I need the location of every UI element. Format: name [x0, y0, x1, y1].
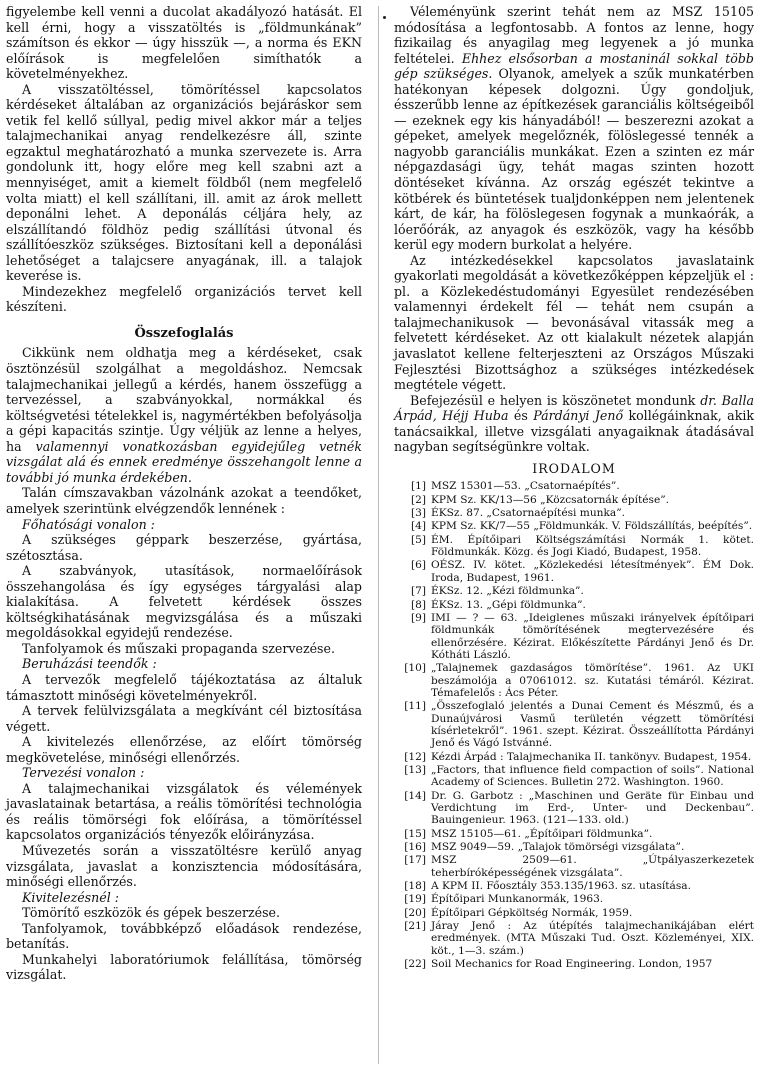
- reference-text: OÉSZ. IV. kötet. „Közlekedési létesítmények”. ÉM Dok. Iroda, Budapest, 1961.: [431, 559, 754, 584]
- reference-item: [394, 599, 754, 611]
- body-paragraph: A visszatöltéssel, tömörítéssel kapcsolatos kérdéseket általában az organizációs bejáráskor sem vetik fel kellő súllyal, pedig mivel akkor már a teljes talajmechanikai anyag rendelkezésre áll, szinte egzaktul meghatározható a munka szervezete is. Arra gondolunk itt, hogy előre meg kell szabni azt a mennyiséget, amit a kiemelt földből (nem megfelelő volta miatt) el kell szállítani, ill. amit az árok mellett deponálni lehet. A deponálás céljára hely, az elszállítandó földhöz pedig szállítási útvonal és szállítóeszköz szükséges. Biztosítani kell a deponálási lehetőséget a talajcsere anyagának, ill. a talajok keverése is.: [6, 81, 362, 284]
- reference-item: [394, 854, 754, 879]
- reference-text: „Factors, that influence field compaction of soils”. National Academy of Sciences. Bulletin 272. Washington. 1960.: [431, 763, 754, 789]
- group-item: A szabványok, utasítások, normaelőírások összehangolása és így egységes tárgyalási alap kialakítása. A felvetett kérdések összes költségkihatásának megvizsgálása és a műszaki megoldásokkal egyidejű rendezése.: [6, 563, 362, 641]
- group-item: Tanfolyamok, továbbképző előadások rendezése, betanítás.: [6, 920, 362, 952]
- reference-number: [9]: [410, 611, 426, 624]
- reference-item: [394, 751, 754, 763]
- reference-number: [8]: [410, 598, 426, 611]
- reference-text: Soil Mechanics for Road Engineering. London, 1957: [431, 958, 713, 971]
- reference-item: [394, 507, 754, 519]
- group-item: A talajmechanikai vizsgálatok és vélemények javaslatainak betartása, a reális tömörítési technológia és reális tömörségi fok előírása, a tömörítéssel kapcsolatos organizációs tényezők előirányzása.: [6, 780, 362, 843]
- left-column: [6, 4, 362, 983]
- reference-number: [6]: [410, 559, 426, 572]
- reference-text: IMI — ? — 63. „Ideiglenes műszaki irányelvek építőipari földmunkák tömörítésének megtervezésére és ellenőrzésére. Kézirat. Előkészítette Párdányi Jenő és Dr. Kótháti László.: [431, 611, 754, 661]
- reference-text: ÉKSz. 12. „Kézi földmunka”.: [431, 585, 584, 598]
- group-heading: Tervezési vonalon :: [22, 765, 145, 781]
- section-title: Összefoglalás: [134, 325, 234, 341]
- reference-item: [394, 480, 754, 492]
- body-paragraph: Talán címszavakban vázolnánk azokat a teendőket, amelyek szerintünk elvégzendők lennének :: [6, 485, 362, 516]
- reference-item: [394, 662, 754, 699]
- reference-item: [394, 612, 754, 661]
- reference-number: [10]: [404, 662, 426, 675]
- group-item: A kivitelezés ellenőrzése, az előírt tömörség megkövetelése, minőségi ellenőrzés.: [6, 734, 362, 765]
- opinion-text-a: Véleményünk szerint tehát nem az MSZ 15105 módosítása a legfontosabb. A fontos az lenne, hogy fizikailag és anyagilag meg legyenek a jó munka feltételei.: [394, 4, 754, 66]
- print-mark: [383, 16, 386, 19]
- reference-item: [394, 494, 754, 506]
- reference-text: Építőipari Munkanormák, 1963.: [431, 893, 604, 906]
- reference-item: [394, 828, 754, 840]
- group-item: A tervezők megfelelő tájékoztatása az általuk támasztott minőségi követelményekről.: [6, 671, 362, 703]
- reference-number: [16]: [404, 841, 426, 854]
- reference-item: [394, 534, 754, 559]
- group-item: A tervek felülvizsgálata a megkívánt cél biztosítása végett.: [6, 703, 362, 734]
- reference-text: Kézdi Árpád : Talajmechanika II. tankönyv. Budapest, 1954.: [431, 750, 752, 763]
- references-title: IRODALOM: [532, 460, 616, 476]
- body-paragraph: figyelembe kell venni a ducolat akadályozó hatását. El kell érni, hogy a visszatöltés is „földmunkának” számítson és ekkor — úgy hisszük —, a norma és EKN előírások is megfelelően simíthatók a követelményekhez.: [6, 4, 362, 82]
- reference-number: [13]: [404, 763, 426, 776]
- group-item: Művezetés során a visszatöltésre kerülő anyag vizsgálata, javaslat a konzisztencia módosítására, minőségi ellenőrzés.: [6, 842, 362, 890]
- reference-item: [394, 585, 754, 597]
- ack-names-b: Párdányi Jenő: [533, 408, 624, 424]
- reference-item: [394, 920, 754, 957]
- body-paragraph: Mindezekhez megfelelő organizációs tervet kell készíteni.: [6, 283, 362, 315]
- group-item: A szükséges géppark beszerzése, gyártása, szétosztása.: [6, 532, 362, 563]
- reference-item: [394, 559, 754, 584]
- ack-text-b: kollégáinknak, akik tanácsaikkal, illetve vizsgálati anyagaiknak átadásával nagyban segítségünkre voltak.: [394, 408, 754, 455]
- summary-paragraph: [6, 345, 362, 485]
- reference-item: [394, 790, 754, 827]
- reference-number: [5]: [410, 533, 426, 546]
- reference-item: [394, 893, 754, 905]
- reference-text: MSZ 15105—61. „Építőipari földmunka”.: [431, 827, 653, 840]
- reference-text: MSZ 9049—59. „Talajok tömörségi vizsgálata”.: [431, 841, 685, 854]
- acknowledgement-paragraph: [394, 393, 754, 455]
- group-item: Tömörítő eszközök és gépek beszerzése.: [22, 905, 281, 921]
- reference-text: ÉKSz. 13. „Gépi földmunka”.: [431, 598, 586, 611]
- opinion-paragraph: [394, 4, 754, 253]
- reference-number: [15]: [404, 827, 426, 840]
- summary-intro: Cikkünk nem oldhatja meg a kérdéseket, csak ösztönzésül szolgálhat a megoldáshoz. Nemcsak talajmechanikai jellegű a kérdés, hanem összefügg a tervezéssel, a szabványokkal, normákkal és költségvetési tételekkel is, nagymértékben befolyásolja a gépi kapacitás szintje. Úgy véljük az lenne a helyes, ha: [6, 345, 362, 454]
- reference-text: KPM Sz. KK/7—55 „Földmunkák. V. Földszállítás, beépítés”.: [431, 520, 753, 533]
- reference-item: [394, 907, 754, 919]
- reference-text: ÉKSz. 87. „Csatornaépítési munka”.: [431, 507, 625, 520]
- ack-text-a: Befejezésül e helyen is köszönetet mondunk: [410, 392, 696, 408]
- reference-text: KPM Sz. KK/13—56 „Közcsatornák építése”.: [431, 493, 669, 506]
- ack-conjunction: és: [513, 408, 528, 424]
- reference-item: [394, 700, 754, 749]
- reference-text: ÉM. Építőipari Költségszámítási Normák 1. kötet. Földmunkák. Közg. és Jogi Kiadó, Budapest, 1958.: [431, 533, 754, 559]
- reference-list: [394, 480, 754, 970]
- opinion-emphasis: Ehhez elsősorban a mostaninál sokkal több gép szükséges.: [394, 50, 754, 82]
- reference-text: „Összefoglaló jelentés a Dunai Cement és Mészmű, és a Dunaújvárosi Vasmű területén végzett tömörítési kísérletekről”. 1961. szept. Kézirat. Összeállította Párdányi Jenő és Vágó Istvánné.: [431, 700, 754, 750]
- reference-number: [17]: [404, 854, 426, 867]
- reference-number: [2]: [410, 493, 426, 506]
- reference-number: [7]: [410, 585, 426, 598]
- summary-emphasis: valamennyi vonatkozásban egyidejűleg vetnék vizsgálat alá és ennek eredménye összehangolt lenne a további jó munka érdekében.: [6, 438, 362, 485]
- reference-number: [19]: [404, 893, 426, 906]
- group-heading: Beruházási teendők :: [22, 656, 157, 672]
- reference-text: „Talajnemek gazdaságos tömörítése”. 1961. Az UKI beszámolója a 07061012. sz. Kutatási témáról. Kézirat. Témafelelős : Ács Péter.: [431, 662, 754, 699]
- ack-names-a: dr. Balla Árpád, Héjj Huba: [394, 392, 755, 424]
- group-heading: Főhatósági vonalon :: [22, 516, 155, 532]
- group-item: Tanfolyamok és műszaki propaganda szervezése.: [22, 640, 335, 656]
- reference-text: Építőipari Gépköltség Normák, 1959.: [431, 906, 633, 919]
- group-heading: Kivitelezésnél :: [22, 889, 119, 905]
- reference-text: A KPM II. Főosztály 353.135/1963. sz. utasítása.: [431, 880, 691, 893]
- reference-number: [22]: [404, 958, 426, 971]
- reference-number: [4]: [410, 520, 426, 533]
- reference-number: [3]: [410, 507, 426, 520]
- reference-text: MSZ 2509—61. „Útpályaszerkezetek teherbíróképességének vizsgálata”.: [431, 854, 754, 879]
- reference-text: Dr. G. Garbotz : „Maschinen und Geräte für Einbau und Verdichtung im Erd-, Unter- und Deckenbau”. Bauingenieur. 1963. (121—133. old.): [431, 789, 754, 827]
- reference-number: [18]: [404, 880, 426, 893]
- body-paragraph: Az intézkedésekkel kapcsolatos javaslataink gyakorlati megoldását a következőképpen képzeljük el : pl. a Közlekedéstudományi Egyesület rendezésében valamennyi érdekelt fél — tehát nem csupán a talajmechanikusok — bevonásával vitassák meg a felvetett kérdéseket. Az ott kialakult nézetek alapján javaslatot kellene felterjeszteni az Országos Műszaki Fejlesztési Bizottsághoz a szükséges intézkedések megtétele végett.: [394, 252, 754, 393]
- right-column: [394, 4, 754, 971]
- reference-number: [11]: [404, 700, 426, 713]
- reference-item: [394, 958, 754, 970]
- reference-number: [1]: [410, 480, 426, 493]
- column-divider: [378, 6, 379, 1064]
- reference-item: [394, 764, 754, 789]
- reference-number: [12]: [404, 750, 426, 763]
- reference-text: Járay Jenő : Az útépítés talajmechanikájában elért eredmények. (MTA Műszaki Tud. Oszt. Közleményei, XIX. köt., 1—3. szám.): [431, 920, 754, 957]
- reference-number: [14]: [404, 789, 426, 802]
- reference-item: [394, 841, 754, 853]
- reference-number: [21]: [404, 920, 426, 933]
- reference-number: [20]: [404, 906, 426, 919]
- reference-item: [394, 880, 754, 892]
- reference-item: [394, 520, 754, 532]
- group-item: Munkahelyi laboratóriumok felállítása, tömörség vizsgálat.: [6, 951, 362, 983]
- reference-text: MSZ 15301—53. „Csatornaépítés”.: [431, 480, 620, 493]
- opinion-text-b: Olyanok, amelyek a szűk munkatérben hatékonyan képesek dolgozni. Úgy gondoljuk, ésszerűbb lenne az építkezések garanciális költségeiből — ezeknek egy kis hányadából! — beszerezni azokat a gépeket, amelyek megelőznék, fölöslegessé tennék a nagyobb garanciális munkákat. Ezen a szinten ez már népgazdasági ügy, tehát magas szinten hozott döntéseket kívánna. Az ország egészét tekintve a kötbérek és büntetések tualjdonképpen nem jelentenek kárt, de kár, ha fölöslegesen fogynak a munkaórák, a lóerőórák, az anyagok és eszközök, vagy ha később kerül egy modern burkolat a helyére.: [394, 66, 754, 253]
